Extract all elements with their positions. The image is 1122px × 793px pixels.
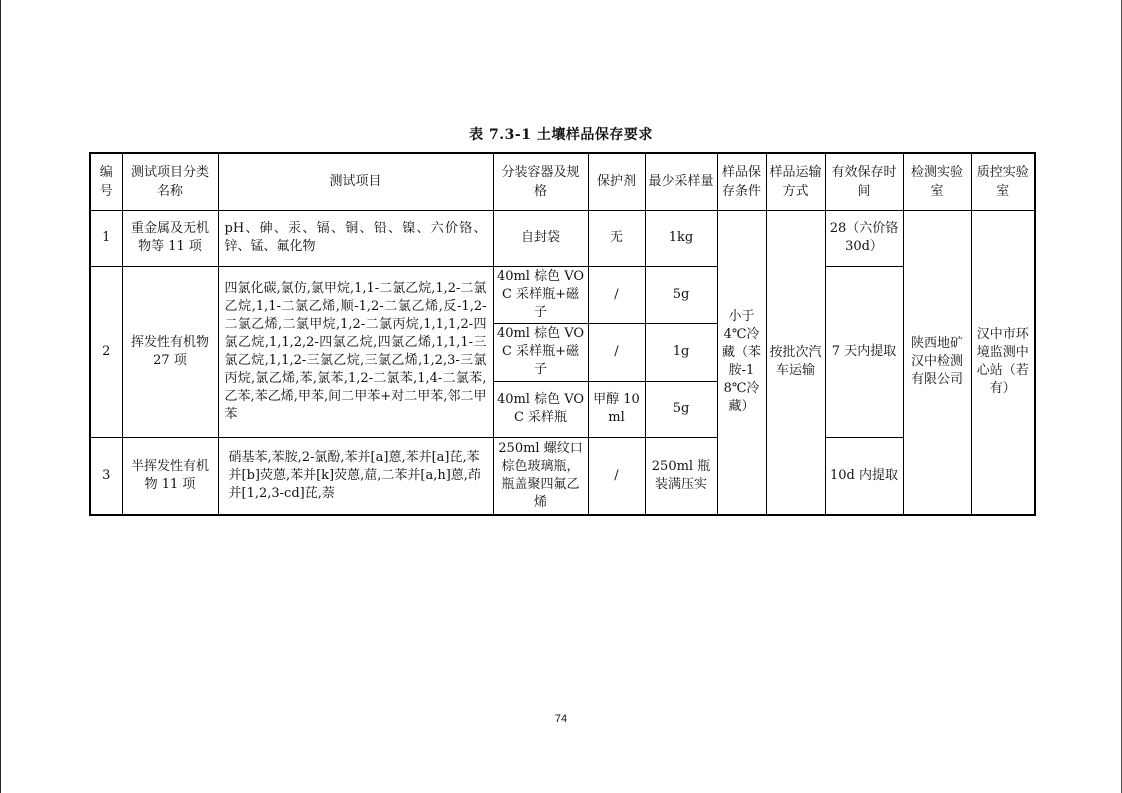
row1-container: 自封袋 [493, 210, 588, 266]
row3-num: 3 [90, 437, 122, 515]
header-items: 测试项目 [218, 153, 493, 210]
row2c-container: 40ml 棕色 VOC 采样瓶 [493, 381, 588, 437]
header-preservative: 保护剂 [588, 153, 645, 210]
soil-sample-storage-table [89, 152, 1036, 516]
header-transport: 样品运输方式 [766, 153, 825, 210]
row3-preservative: / [588, 437, 645, 515]
row2b-preservative: / [588, 323, 645, 381]
table-row [90, 210, 1035, 266]
table-row [90, 266, 1035, 323]
page-edge-left [0, 0, 1, 793]
row1-items: pH、砷、汞、镉、铜、铅、镍、六价铬、锌、锰、氟化物 [218, 210, 493, 266]
header-qc-lab: 质控实验室 [971, 153, 1035, 210]
row1-min-volume: 1kg [645, 210, 717, 266]
table-row [90, 437, 1035, 515]
row3-items: 硝基苯,苯胺,2-氯酚,苯并[a]蒽,苯并[a]芘,苯并[b]荧蒽,苯并[k]荧蒽,䓛,二苯并[a,h]蒽,茚并[1,2,3-cd]芘,萘 [218, 437, 493, 515]
row1-num: 1 [90, 210, 122, 266]
header-min-volume: 最少采样量 [645, 153, 717, 210]
row2-category: 挥发性有机物 27 项 [122, 266, 218, 437]
page-number: 74 [554, 713, 568, 725]
header-storage: 样品保存条件 [717, 153, 766, 210]
row2b-container: 40ml 棕色 VOC 采样瓶+磁子 [493, 323, 588, 381]
storage-condition-cell: 小于4℃冷藏（苯胺-18℃冷藏） [717, 210, 766, 515]
table-title: 表 7.3-1 土壤样品保存要求 [469, 127, 653, 143]
row2a-min-volume: 5g [645, 266, 717, 323]
row1-validity: 28（六价铬 30d） [825, 210, 903, 266]
header-container: 分装容器及规格 [493, 153, 588, 210]
row1-category: 重金属及无机物等 11 项 [122, 210, 218, 266]
header-category: 测试项目分类名称 [122, 153, 218, 210]
lab-cell: 陕西地矿汉中检测有限公司 [903, 210, 971, 515]
row2-num: 2 [90, 266, 122, 437]
header-validity: 有效保存时间 [825, 153, 903, 210]
row2-items: 四氯化碳,氯仿,氯甲烷,1,1-二氯乙烷,1,2-二氯乙烷,1,1-二氯乙烯,顺-1,2-二氯乙烯,反-1,2-二氯乙烯,二氯甲烷,1,2-二氯丙烷,1,1,1,2-四氯乙烷,1,1,2,2-四氯乙烷,四氯乙烯,1,1,1-三氯乙烷,1,1,2-三氯乙烷,三氯乙烯,1,2,3-三氯丙烷,氯乙烯,苯,氯苯,1,2-二氯苯,1,4-二氯苯,乙苯,苯乙烯,甲苯,间二甲苯+对二甲苯,邻二甲苯 [218, 266, 493, 437]
row2c-min-volume: 5g [645, 381, 717, 437]
qc-lab-cell: 汉中市环境监测中心站（若有） [971, 210, 1035, 515]
row2a-container: 40ml 棕色 VOC 采样瓶+磁子 [493, 266, 588, 323]
transport-method-cell: 按批次汽车运输 [766, 210, 825, 515]
row1-preservative: 无 [588, 210, 645, 266]
row2b-min-volume: 1g [645, 323, 717, 381]
header-lab: 检测实验室 [903, 153, 971, 210]
header-num: 编号 [90, 153, 122, 210]
header-row [90, 153, 1035, 210]
row2a-preservative: / [588, 266, 645, 323]
row3-category: 半挥发性有机物 11 项 [122, 437, 218, 515]
row2-validity: 7 天内提取 [825, 266, 903, 437]
row3-validity: 10d 内提取 [825, 437, 903, 515]
row3-container: 250ml 螺纹口棕色玻璃瓶，瓶盖聚四氟乙烯 [493, 437, 588, 515]
row2c-preservative: 甲醇 10ml [588, 381, 645, 437]
row3-min-volume: 250ml 瓶装满压实 [645, 437, 717, 515]
